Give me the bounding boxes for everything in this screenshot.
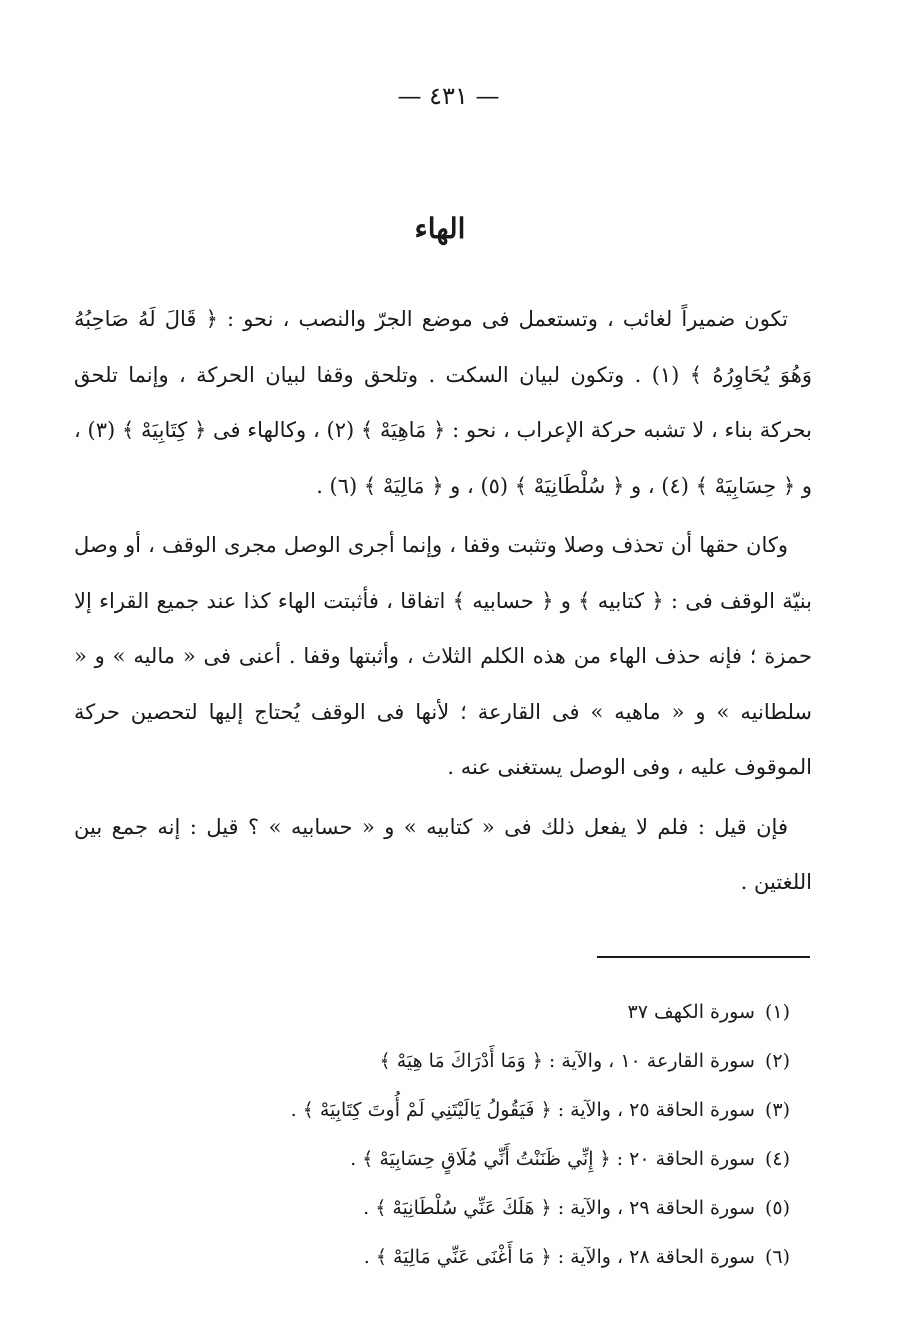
footnote-text: سورة الحاقة ٢٠ : ﴿ إِنِّي ظَنَنْتُ أَنِّي مُلَاقٍ حِسَابِيَهْ ﴾ . — [350, 1148, 755, 1170]
footnote-number: (٣) — [764, 1099, 790, 1121]
body-text — [74, 292, 812, 911]
section-title: الهاء — [414, 212, 466, 245]
footnote-number: (١) — [764, 1001, 790, 1023]
footnote-number: (٢) — [764, 1050, 790, 1072]
footnote-text: سورة الكهف ٣٧ — [627, 1001, 755, 1023]
page-number: — ٤٣١ — — [397, 82, 500, 110]
footnote-divider — [597, 956, 810, 958]
footnote-text: سورة القارعة ١٠ ، والآية : ﴿ وَمَا أَدْرَاكَ مَا هِيَهْ ﴾ — [379, 1050, 755, 1072]
footnote-number: (٥) — [764, 1197, 790, 1219]
footnotes-list — [150, 988, 790, 1282]
footnote-number: (٦) — [764, 1246, 790, 1268]
footnote-text: سورة الحاقة ٢٨ ، والآية : ﴿ مَا أَغْنَى عَنِّي مَالِيَهْ ﴾ . — [363, 1246, 755, 1268]
footnote-item — [150, 988, 790, 1037]
footnote-text: سورة الحاقة ٢٩ ، والآية : ﴿ هَلَكَ عَنِّي سُلْطَانِيَهْ ﴾ . — [363, 1197, 755, 1219]
footnote-item — [150, 1135, 790, 1184]
footnote-item — [150, 1233, 790, 1282]
footnote-item — [150, 1086, 790, 1135]
footnote-text: سورة الحاقة ٢٥ ، والآية : ﴿ فَيَقُولُ يَالَيْتَنِي لَمْ أُوتَ كِتَابِيَهْ ﴾ . — [290, 1099, 755, 1121]
footnote-number: (٤) — [764, 1148, 790, 1170]
paragraph: تكون ضميراً لغائب ، وتستعمل فى موضع الجرّ والنصب ، نحو : ﴿ قَالَ لَهُ صَاحِبُهُ وَهُوَ يُحَاوِرُهُ ﴾ (١) . وتكون لبيان السكت . وتلحق وقفا لبيان الحركة ، وإنما تلحق بحركة بناء ، لا تشبه حركة الإعراب ، نحو : ﴿ مَاهِيَهْ ﴾ (٢) ، وكالهاء فى ﴿ كِتَابِيَهْ ﴾ (٣) ، و ﴿ حِسَابِيَهْ ﴾ (٤) ، و ﴿ سُلْطَانِيَهْ ﴾ (٥) ، و ﴿ مَالِيَهْ ﴾ (٦) . — [74, 307, 812, 498]
footnote-item — [150, 1184, 790, 1233]
paragraph: وكان حقها أن تحذف وصلا وتثبت وقفا ، وإنما أجرى الوصل مجرى الوقف ، أو وصل بنيّة الوقف فى : ﴿ كتابيه ﴾ و ﴿ حسابيه ﴾ اتفاقا ، فأثبتت الهاء كذا عند جميع القراء إلا حمزة ؛ فإنه حذف الهاء من هذه الكلم الثلاث ، وأثبتها وقفا . أعنى فى « ماليه » و « سلطانيه » و « ماهيه » فى القارعة ؛ لأنها فى الوقف يُحتاج إليها لتحصين حركة الموقوف عليه ، وفى الوصل يستغنى عنه . — [74, 533, 812, 779]
footnote-item — [150, 1037, 790, 1086]
paragraph: فإن قيل : فلم لا يفعل ذلك فى « كتابيه » و « حسابيه » ؟ قيل : إنه جمع بين اللغتين . — [74, 814, 812, 894]
